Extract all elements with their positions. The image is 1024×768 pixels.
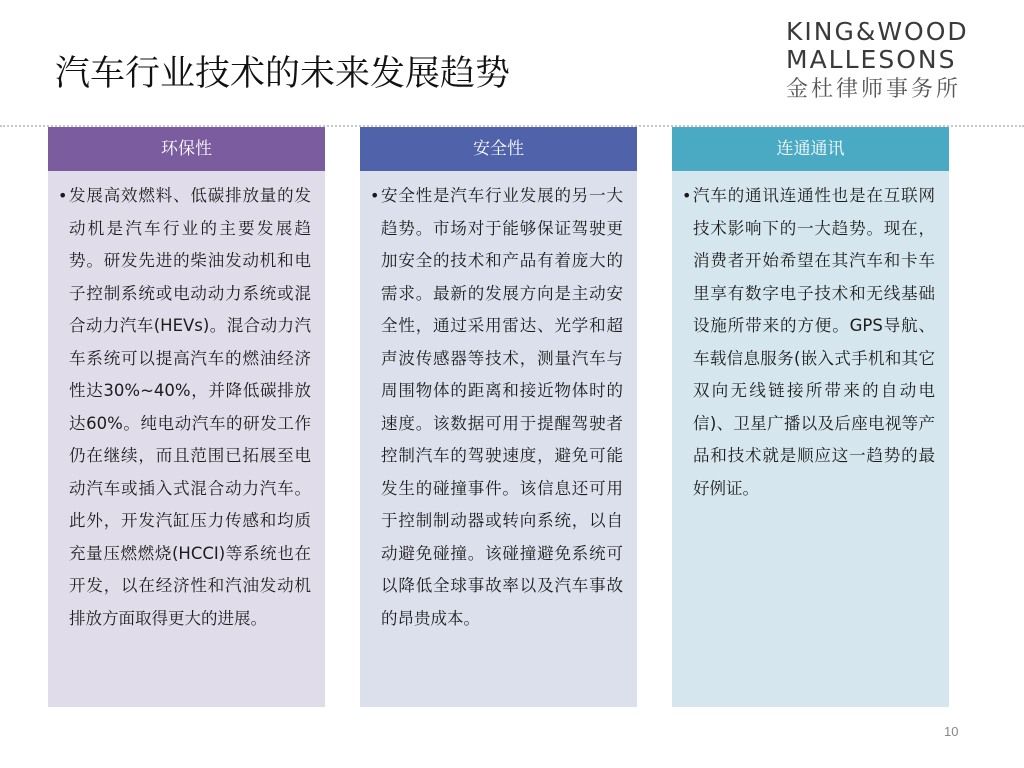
bullet-item xyxy=(58,180,311,635)
logo-wordmark-line2: MALLESONS xyxy=(786,45,957,74)
page-number: 10 xyxy=(944,724,959,739)
card-body xyxy=(48,171,325,707)
card-environmental xyxy=(48,127,325,707)
bullet-icon: • xyxy=(682,186,692,205)
card-header: 环保性 xyxy=(48,127,325,171)
bullet-text: 发展高效燃料、低碳排放量的发动机是汽车行业的主要发展趋势。研发先进的柴油发动机和电子控制系统或电动动力系统或混合动力汽车(HEVs)。混合动力汽车系统可以提高汽车的燃油经济性达30%~40%，并降低碳排放达60%。纯电动汽车的研发工作仍在继续，而且范围已拓展至电动汽车或插入式混合动力汽车。此外，开发汽缸压力传感和均质充量压燃燃烧(HCCI)等系统也在开发，以在经济性和汽油发动机排放方面取得更大的进展。 xyxy=(69,186,311,628)
card-connectivity xyxy=(672,127,949,707)
card-body xyxy=(360,171,637,707)
logo-chinese-name: 金杜律师事务所 xyxy=(786,77,962,102)
bullet-text: 汽车的通讯连通性也是在互联网技术影响下的一大趋势。现在，消费者开始希望在其汽车和卡车里享有数字电子技术和无线基础设施所带来的方便。GPS导航、车载信息服务(嵌入式手机和其它双向无线链接所带来的自动电信)、卫星广播以及后座电视等产品和技术就是顺应这一趋势的最好例证。 xyxy=(693,186,935,498)
bullet-text: 安全性是汽车行业发展的另一大趋势。市场对于能够保证驾驶更加安全的技术和产品有着庞大的需求。最新的发展方向是主动安全性，通过采用雷达、光学和超声波传感器等技术，测量汽车与周围物体的距离和接近物体时的速度。该数据可用于提醒驾驶者控制汽车的驾驶速度，避免可能发生的碰撞事件。该信息还可用于控制制动器或转向系统，以自动避免碰撞。该碰撞避免系统可以降低全球事故率以及汽车事故的昂贵成本。 xyxy=(381,186,623,628)
slide-title: 汽车行业技术的未来发展趋势 xyxy=(55,54,511,94)
card-body xyxy=(672,171,949,707)
card-header: 安全性 xyxy=(360,127,637,171)
company-logo xyxy=(786,18,996,110)
card-safety xyxy=(360,127,637,707)
card-header: 连通通讯 xyxy=(672,127,949,171)
bullet-icon: • xyxy=(370,186,380,205)
bullet-item xyxy=(370,180,623,635)
logo-wordmark-line1: KING&WOOD xyxy=(786,17,969,46)
bullet-item xyxy=(682,180,935,505)
bullet-icon: • xyxy=(58,186,68,205)
